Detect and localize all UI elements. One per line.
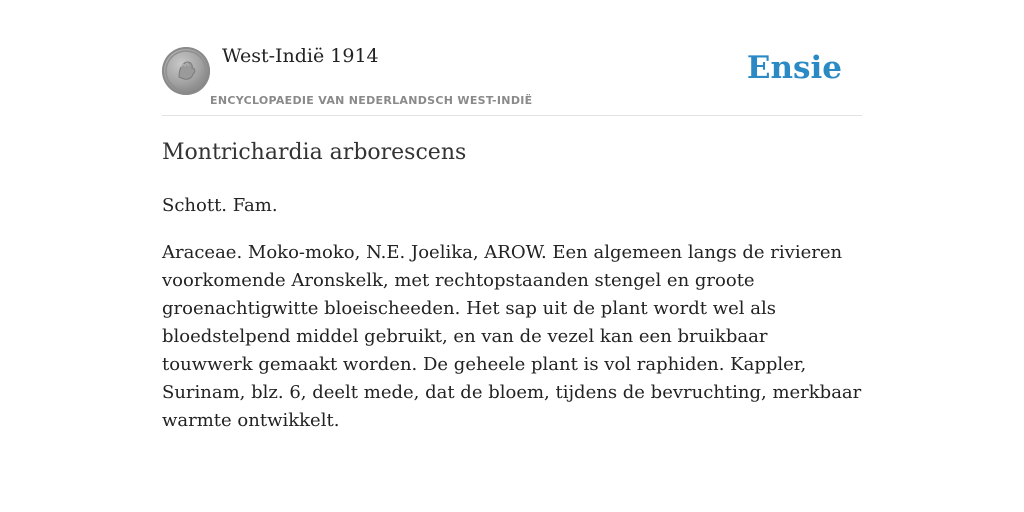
entry-title: Montrichardia arborescens — [162, 140, 467, 165]
header — [162, 0, 862, 116]
encyclopedia-subtitle[interactable]: ENCYCLOPAEDIE VAN NEDERLANDSCH WEST-INDIË — [210, 94, 533, 107]
coin-icon[interactable] — [162, 47, 210, 95]
coin-emblem-icon — [162, 47, 210, 95]
page-container — [162, 0, 862, 431]
ensie-logo-link[interactable]: Ensie — [746, 50, 842, 86]
entry-body: Araceae. Moko-moko, N.E. Joelika, AROW. Een algemeen langs de rivieren voorkomende Aronskelk, met rechtopstaanden stengel en groote groenachtigwitte bloeischeeden. Het sap uit de plant wordt wel als bloedstelpend middel gebruikt, en van de vezel kan een bruikbaar touwwerk gemaakt worden. De geheele plant is vol raphiden. Kappler, Surinam, blz. 6, deelt mede, dat de bloem, tijdens de bevruchting, merkbaar warmte ontwikkelt. — [162, 242, 862, 431]
entry-lead: Schott. Fam. — [162, 195, 278, 216]
book-title[interactable]: West-Indië 1914 — [222, 45, 379, 67]
